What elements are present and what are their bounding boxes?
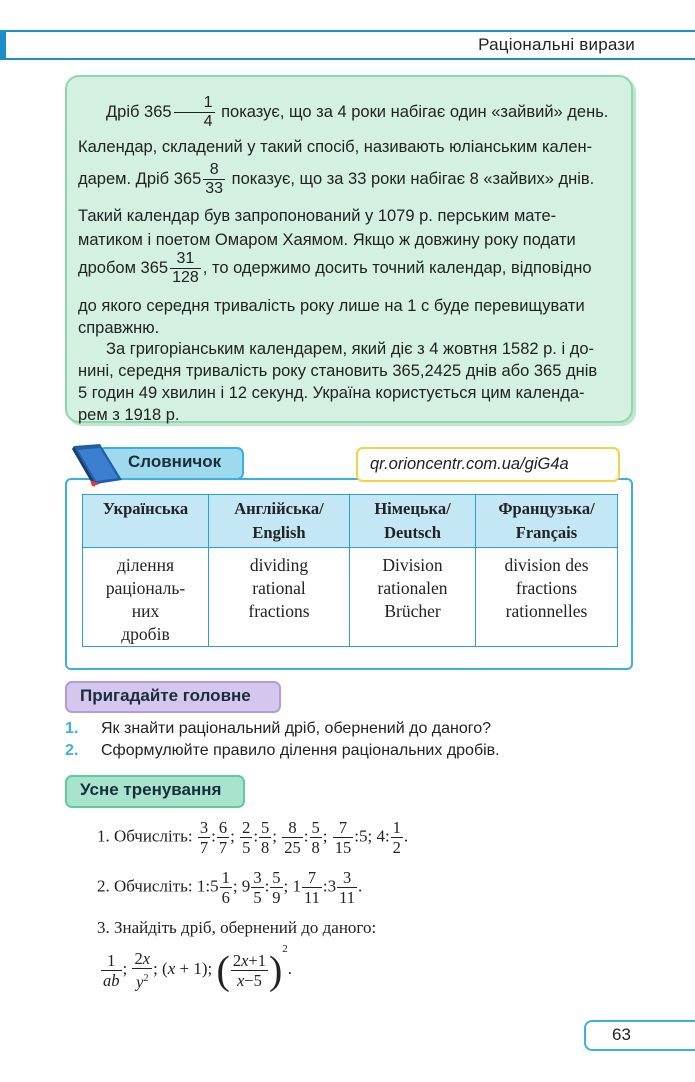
exercise-1: 1. Обчисліть: $\frac{3}{7}$ : $\frac{6}{7}$ ; $\frac{2}{5}$ : $\frac{5}{8}$ ; $\frac{8}{25}$ : $\frac{5}{8}$ ; $\frac{7}{15}$ :5; 4: $\frac{1}{2}$ . (97, 818, 409, 857)
table-cell: division des fractions rationnelles (476, 548, 618, 647)
info-line: 5 годин 49 хвилин і 12 секунд. Україна користується цим календа- (78, 384, 585, 402)
table-cell: ділення раціональ- них дробів (83, 548, 209, 647)
info-line: Дріб 365 $\frac{1}{4}$ показує, що за 4 роки набігає один «зайвий» день. (106, 94, 609, 130)
question-item: 2. Сформулюйте правило ділення раціональних дробів. (65, 742, 500, 759)
info-line: нині, середня тривалість року становить 365,2425 днів або 365 днів (78, 362, 598, 380)
column-header: Французька/ Français (476, 495, 618, 548)
dictionary-label: Словничок (128, 452, 222, 471)
table-header-row (83, 495, 618, 548)
oral-training-label: Усне тренування (80, 780, 222, 799)
info-line: Календар, складений у такий спосіб, називають юліанським кален- (78, 138, 593, 156)
page-number: 63 (612, 1025, 631, 1044)
table-row (83, 548, 618, 647)
info-line: дарем. Дріб 365 $\frac{8}{33}$ показує, що за 33 роки набігає 8 «зайвих» днів. (78, 161, 595, 197)
exercise-3: 3. Знайдіть дріб, обернений до даного: (97, 918, 377, 937)
info-line: За григоріанським календарем, який діє з 4 жовтня 1582 р. і до- (106, 340, 595, 358)
column-header: Англійська/ English (209, 495, 350, 548)
page-number-box (584, 1020, 695, 1051)
book-icon (70, 440, 126, 488)
info-line: Такий календар був запропонований у 1079 р. перським мате- (78, 207, 557, 225)
info-line: до якого середня тривалість року лише на 1 с буде перевищувати (78, 297, 585, 315)
exercise-3-expressions: $\frac{1}{ab}$ ; $\frac{2x}{y^2}$ ; (x + 1); ( $\frac{2x+1}{x-5}$ )$^2$. (103, 943, 293, 993)
fraction: $\frac{31}{128}$ (172, 250, 199, 286)
chapter-title: Раціональні вирази (478, 35, 635, 54)
exercise-2: 2. Обчисліть: 1:5 $\frac{1}{6}$ ; 9 $\frac{3}{5}$ : $\frac{5}{9}$ ; 1 $\frac{7}{11}$ :3 $\frac{3}{11}$ . (97, 868, 363, 907)
qr-link[interactable]: qr.orioncentr.com.ua/giG4a (370, 455, 569, 473)
info-line: рем з 1918 р. (78, 406, 180, 424)
table-cell: Division rationalen Brücher (350, 548, 476, 647)
fraction: $\frac{8}{33}$ (205, 161, 224, 197)
dictionary-table (82, 494, 618, 647)
column-header: Німецька/ Deutsch (350, 495, 476, 548)
question-item: 1. Як знайти раціональний дріб, обернений до даного? (65, 720, 492, 737)
info-line: матиком і поетом Омаром Хаямом. Якщо ж довжину року подати (78, 231, 576, 249)
table-cell: dividing rational fractions (209, 548, 350, 647)
fraction: $\frac{1}{4}$ (174, 94, 215, 131)
info-line: дробом 365 $\frac{31}{128}$ , то одержимо досить точний календар, відповідно (78, 250, 592, 286)
column-header: Українська (83, 495, 209, 548)
remember-label: Пригадайте головне (80, 686, 251, 705)
info-line: справжню. (78, 319, 160, 337)
